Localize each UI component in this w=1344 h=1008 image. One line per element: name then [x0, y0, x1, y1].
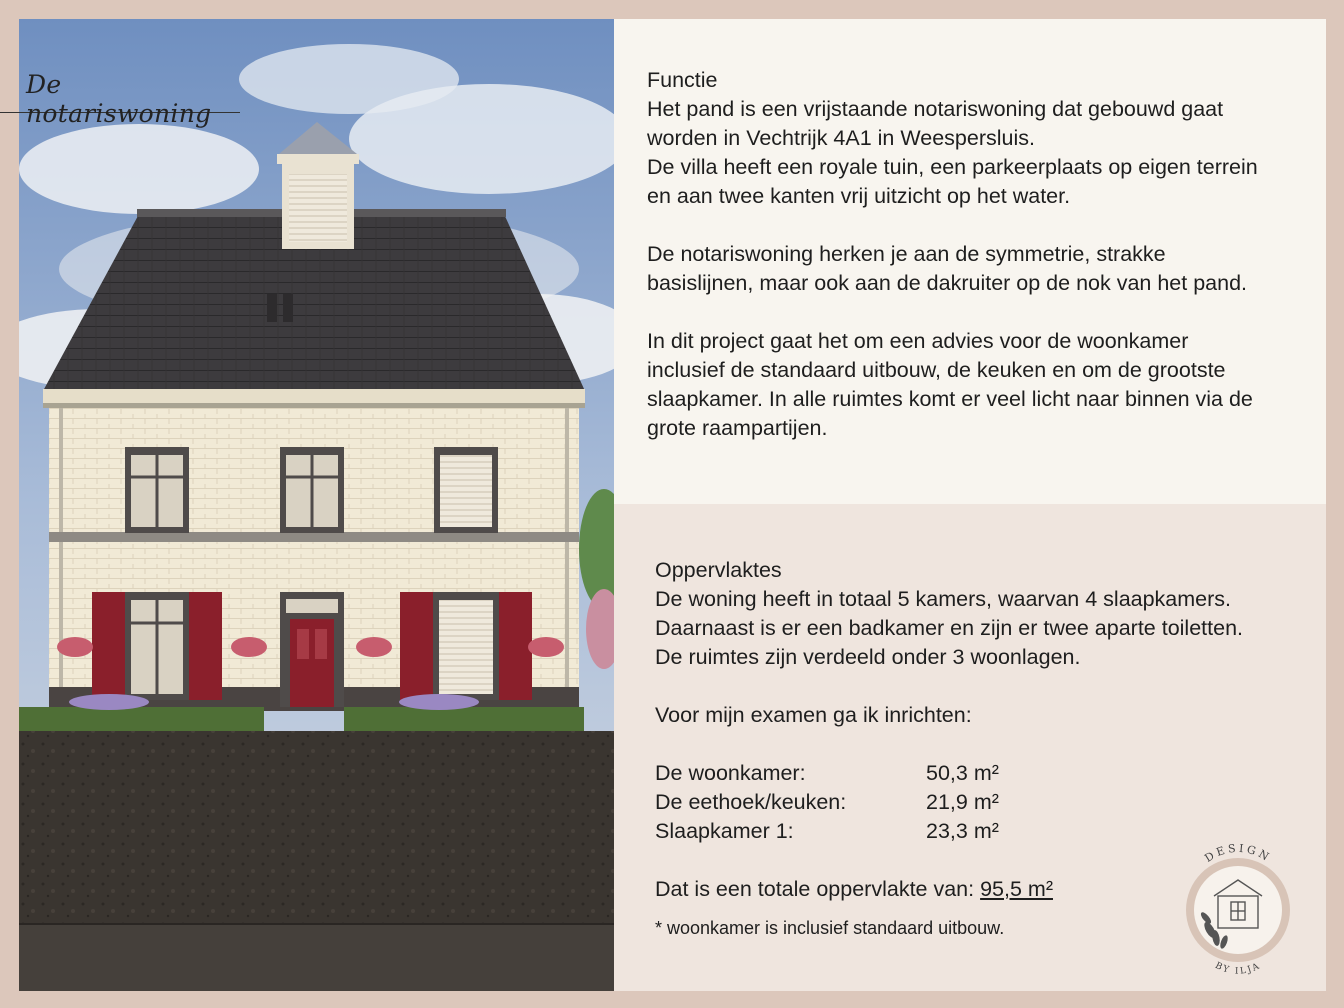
footnote: * woonkamer is inclusief standaard uitbouw. [655, 918, 1005, 938]
total-label: Dat is een totale oppervlakte van: [655, 877, 975, 901]
functie-line: In dit project gaat het om een advies voor de woonkamer [647, 329, 1189, 353]
functie-line: en aan twee kanten vrij uitzicht op het water. [647, 184, 1071, 208]
functie-line: De villa heeft een royale tuin, een parkeerplaats op eigen terrein [647, 155, 1258, 179]
total-value: 95,5 m² [980, 877, 1053, 901]
functie-line: slaapkamer. In alle ruimtes komt er veel licht naar binnen via de [647, 387, 1253, 411]
room-area: 23,3 m² [926, 819, 999, 843]
functie-line: basislijnen, maar ook aan de dakruiter op de nok van het pand. [647, 271, 1248, 295]
room-area: 21,9 m² [926, 790, 999, 814]
functie-line: inclusief de standaard uitbouw, de keuken en om de grootste [647, 358, 1226, 382]
logo-bottom-text: BY ILJA [1213, 960, 1263, 977]
room-name: De eethoek/keuken: [655, 790, 847, 814]
oppervlaktes-heading: Oppervlaktes [655, 558, 782, 582]
design-by-ilja-logo [1176, 838, 1300, 978]
functie-line: De notariswoning herken je aan de symmetrie, strakke [647, 242, 1166, 266]
functie-line: worden in Vechtrijk 4A1 in Weespersluis. [647, 126, 1035, 150]
room-row [655, 788, 1315, 817]
room-name: Slaapkamer 1: [655, 819, 794, 843]
oppervlaktes-line: De woning heeft in totaal 5 kamers, waarvan 4 slaapkamers. [655, 587, 1232, 611]
room-name: De woonkamer: [655, 761, 806, 785]
title-tag [0, 62, 240, 128]
functie-section [647, 66, 1317, 443]
oppervlaktes-intro: Voor mijn examen ga ik inrichten: [655, 703, 972, 727]
functie-heading: Functie [647, 68, 718, 92]
title-tag-text: De notariswoning [26, 70, 212, 128]
room-area: 50,3 m² [926, 761, 999, 785]
functie-line: Het pand is een vrijstaande notariswoning dat gebouwd gaat [647, 97, 1224, 121]
logo-top-text: DESIGN [1202, 841, 1274, 865]
oppervlaktes-line: Daarnaast is er een badkamer en zijn er twee aparte toiletten. [655, 616, 1243, 640]
functie-panel [614, 19, 1326, 504]
house-photo [19, 19, 614, 991]
oppervlaktes-line: De ruimtes zijn verdeeld onder 3 woonlagen. [655, 645, 1081, 669]
room-row [655, 759, 1315, 788]
functie-line: grote raampartijen. [647, 416, 828, 440]
